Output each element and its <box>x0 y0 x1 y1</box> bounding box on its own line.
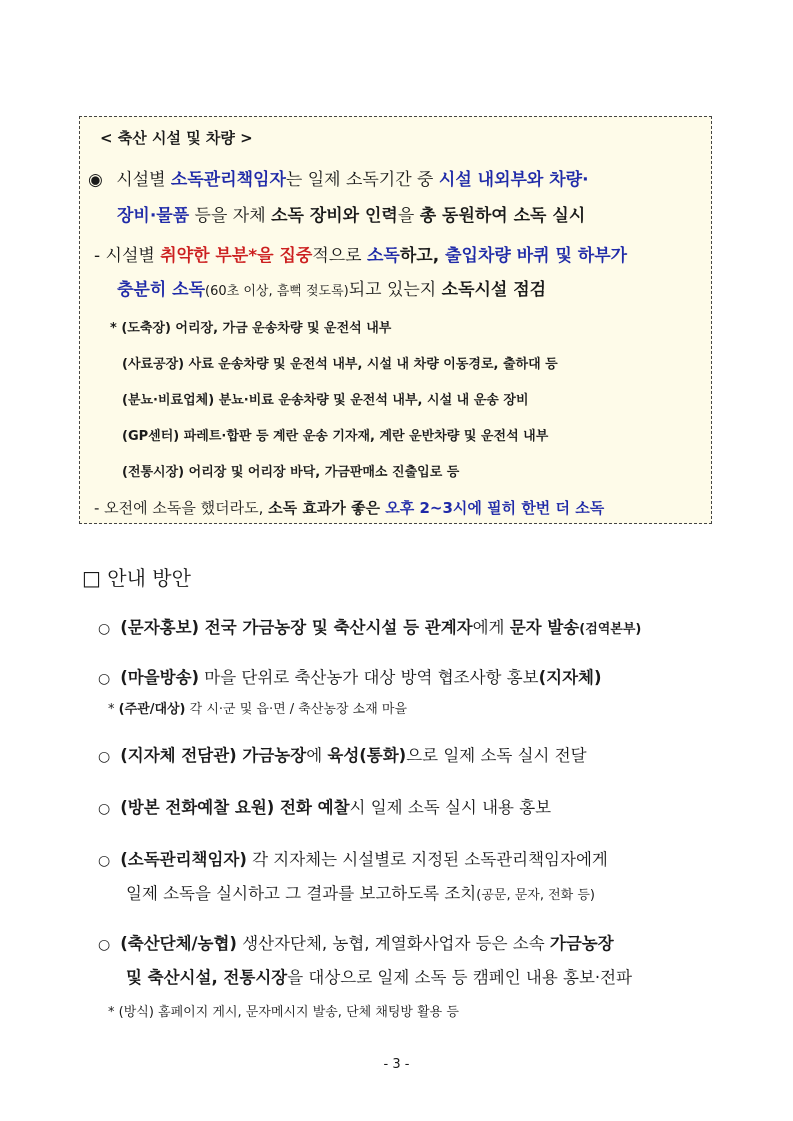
dash-line-1a: - 시설별 취약한 부분*을 집중적으로 소독하고, 출입차량 바퀴 및 하부가 <box>94 246 628 266</box>
box-title: < 축산 시설 및 차량 > <box>100 129 253 147</box>
subnote-manure: (분뇨·비료업체) 분뇨·비료 운송차량 및 운전석 내부, 시설 내 운송 장비 <box>122 393 529 408</box>
circle-bullet-icon: ○ <box>98 749 111 765</box>
item-local-officer: ○ (지자체 전담관) 가금농장에 육성(통화)으로 일제 소독 실시 전달 <box>98 746 587 765</box>
bullet-icon: ◉ <box>88 170 103 190</box>
dash-line-1b: 충분히 소독(60초 이상, 흠뻑 젖도록)되고 있는지 소독시설 점검 <box>117 280 547 300</box>
page-number: - 3 - <box>383 1057 410 1072</box>
main-line-2: 장비·물품 등을 자체 소독 장비와 인력을 총 동원하여 소독 실시 <box>117 206 586 226</box>
subnote-gp-center: (GP센터) 파레트·합판 등 계란 운송 기자재, 계란 운반차량 및 운전석 내부 <box>122 429 549 444</box>
item-village-broadcast: ○ (마을방송) 마을 단위로 축산농가 대상 방역 협조사항 홍보(지자체) <box>98 668 602 687</box>
subnote-slaughterhouse: * (도축장) 어리장, 가금 운송차량 및 운전석 내부 <box>110 321 392 336</box>
circle-bullet-icon: ○ <box>98 671 111 687</box>
item-text-campaign: ○ (문자홍보) 전국 가금농장 및 축산시설 등 관계자에게 문자 발송(검역본부) <box>98 618 642 637</box>
circle-bullet-icon: ○ <box>98 937 111 953</box>
livestock-facility-box <box>79 116 712 524</box>
note-village-broadcast: * (주관/대상) 각 시·군 및 읍·면 / 축산농장 소재 마을 <box>108 702 408 717</box>
item-phone-check: ○ (방본 전화예찰 요원) 전화 예찰시 일제 소독 실시 내용 홍보 <box>98 798 552 817</box>
section-title: □ 안내 방안 <box>82 566 191 590</box>
note-method: * (방식) 홈페이지 게시, 문자메시지 발송, 단체 채팅방 활용 등 <box>108 1005 459 1020</box>
circle-bullet-icon: ○ <box>98 801 111 817</box>
item-disinfection-manager: ○ (소독관리책임자) 각 지자체는 시설별로 지정된 소독관리책임자에게 <box>98 850 608 869</box>
circle-bullet-icon: ○ <box>98 853 111 869</box>
item-disinfection-manager-cont: 일제 소독을 실시하고 그 결과를 보고하도록 조치(공문, 문자, 전화 등) <box>126 884 595 903</box>
item-livestock-groups: ○ (축산단체/농협) 생산자단체, 농협, 계열화사업자 등은 소속 가금농장 <box>98 934 614 953</box>
circle-bullet-icon: ○ <box>98 621 111 637</box>
subnote-market: (전통시장) 어리장 및 어리장 바닥, 가금판매소 진출입로 등 <box>122 465 460 480</box>
item-livestock-groups-cont: 및 축산시설, 전통시장을 대상으로 일제 소독 등 캠페인 내용 홍보·전파 <box>126 968 633 987</box>
dash-line-2: - 오전에 소독을 했더라도, 소독 효과가 좋은 오후 2~3시에 필히 한번 더 소독 <box>94 499 605 517</box>
subnote-feed-factory: (사료공장) 사료 운송차량 및 운전석 내부, 시설 내 차량 이동경로, 출하대 등 <box>122 357 558 372</box>
main-line-1: ◉ 시설별 소독관리책임자는 일제 소독기간 중 시설 내외부와 차량· <box>88 170 589 190</box>
